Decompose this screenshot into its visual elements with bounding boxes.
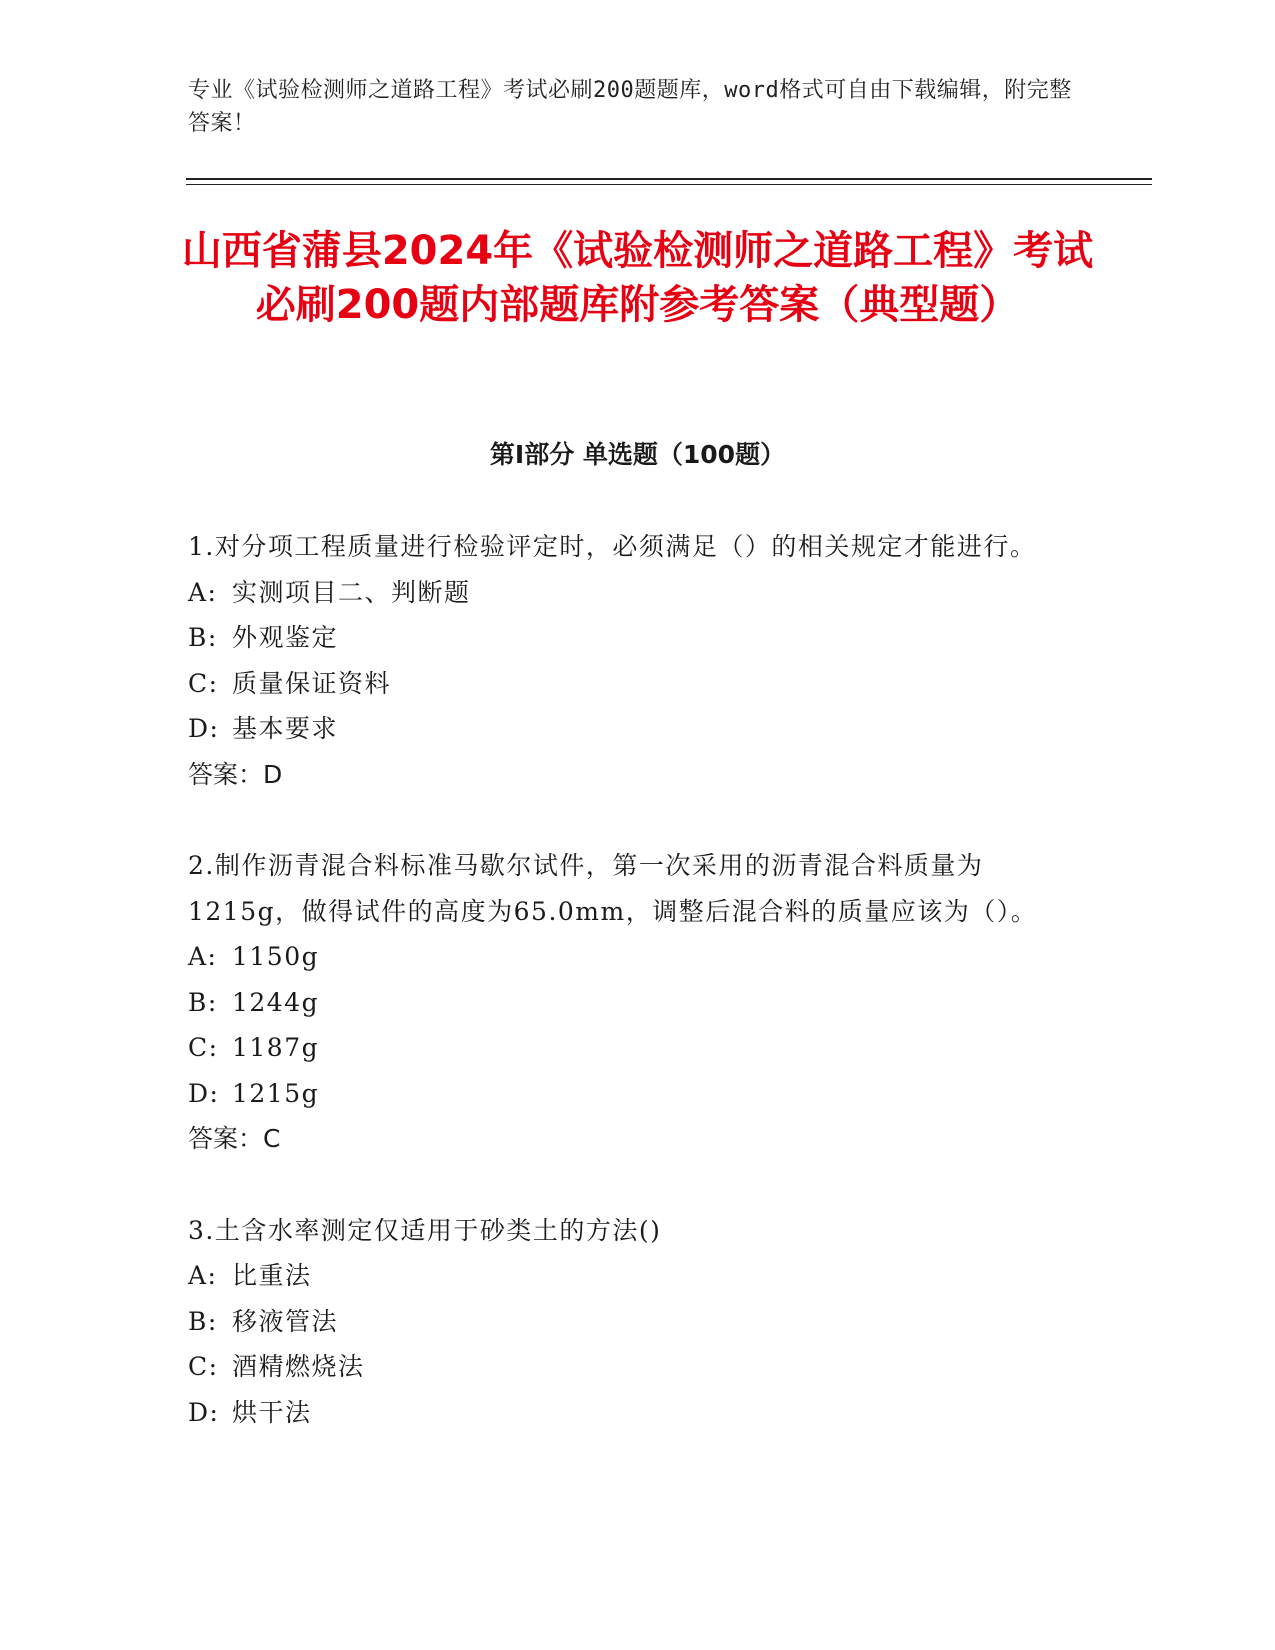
option-text: 1215g	[232, 1078, 320, 1108]
option-letter: D:	[188, 714, 220, 743]
question-option	[188, 570, 1068, 616]
question-option	[188, 1025, 1068, 1071]
option-letter: A:	[188, 942, 218, 971]
option-text: 实测项目二、判断题	[232, 577, 471, 607]
option-text: 基本要求	[232, 714, 339, 743]
question-item	[188, 1208, 1068, 1436]
option-letter: A:	[188, 1261, 218, 1290]
question-list	[188, 524, 1068, 1481]
option-letter: C:	[188, 1352, 219, 1381]
option-text: 烘干法	[232, 1397, 312, 1427]
question-option	[188, 615, 1068, 661]
option-text: 外观鉴定	[232, 623, 339, 652]
option-text: 质量保证资料	[232, 668, 392, 698]
option-letter: B:	[188, 987, 218, 1017]
question-option	[188, 980, 1068, 1026]
question-item	[188, 843, 1068, 1162]
option-text: 移液管法	[232, 1306, 339, 1336]
option-letter: D:	[188, 1397, 220, 1427]
question-stem: 2.制作沥青混合料标准马歇尔试件，第一次采用的沥青混合料质量为1215g，做得试件的高度为65.0mm，调整后混合料的质量应该为（）。	[188, 851, 1038, 926]
header-rule-thin	[186, 184, 1152, 185]
option-letter: A:	[188, 577, 218, 607]
option-letter: B:	[188, 1306, 218, 1336]
option-text: 1187g	[232, 1033, 320, 1062]
question-option	[188, 706, 1068, 752]
question-option	[188, 661, 1068, 707]
option-letter: C:	[188, 668, 219, 698]
option-text: 比重法	[232, 1261, 312, 1290]
question-stem: 1.对分项工程质量进行检验评定时，必须满足（）的相关规定才能进行。	[188, 532, 1037, 561]
section-heading: 第I部分 单选题（100题）	[489, 440, 786, 469]
question-option	[188, 1253, 1068, 1299]
question-option	[188, 934, 1068, 980]
option-letter: C:	[188, 1033, 219, 1062]
option-text: 酒精燃烧法	[232, 1352, 365, 1381]
question-answer: 答案：C	[188, 1124, 281, 1153]
header-note: 专业《试验检测师之道路工程》考试必刷200题题库，word格式可自由下载编辑，附完整答案！	[188, 78, 1072, 136]
question-option	[188, 1390, 1068, 1436]
question-stem: 3.土含水率测定仅适用于砂类土的方法()	[188, 1215, 662, 1245]
header-rule-thick	[186, 178, 1152, 180]
question-item	[188, 524, 1068, 797]
question-option	[188, 1071, 1068, 1117]
question-option	[188, 1344, 1068, 1390]
document-title: 山西省蒲县2024年《试验检测师之道路工程》考试必刷200题内部题库附参考答案（典型题）	[181, 228, 1094, 328]
option-text: 1244g	[232, 987, 320, 1017]
option-text: 1150g	[232, 942, 320, 971]
question-answer: 答案：D	[188, 759, 283, 789]
option-letter: B:	[188, 623, 218, 652]
question-option	[188, 1299, 1068, 1345]
option-letter: D:	[188, 1078, 220, 1108]
